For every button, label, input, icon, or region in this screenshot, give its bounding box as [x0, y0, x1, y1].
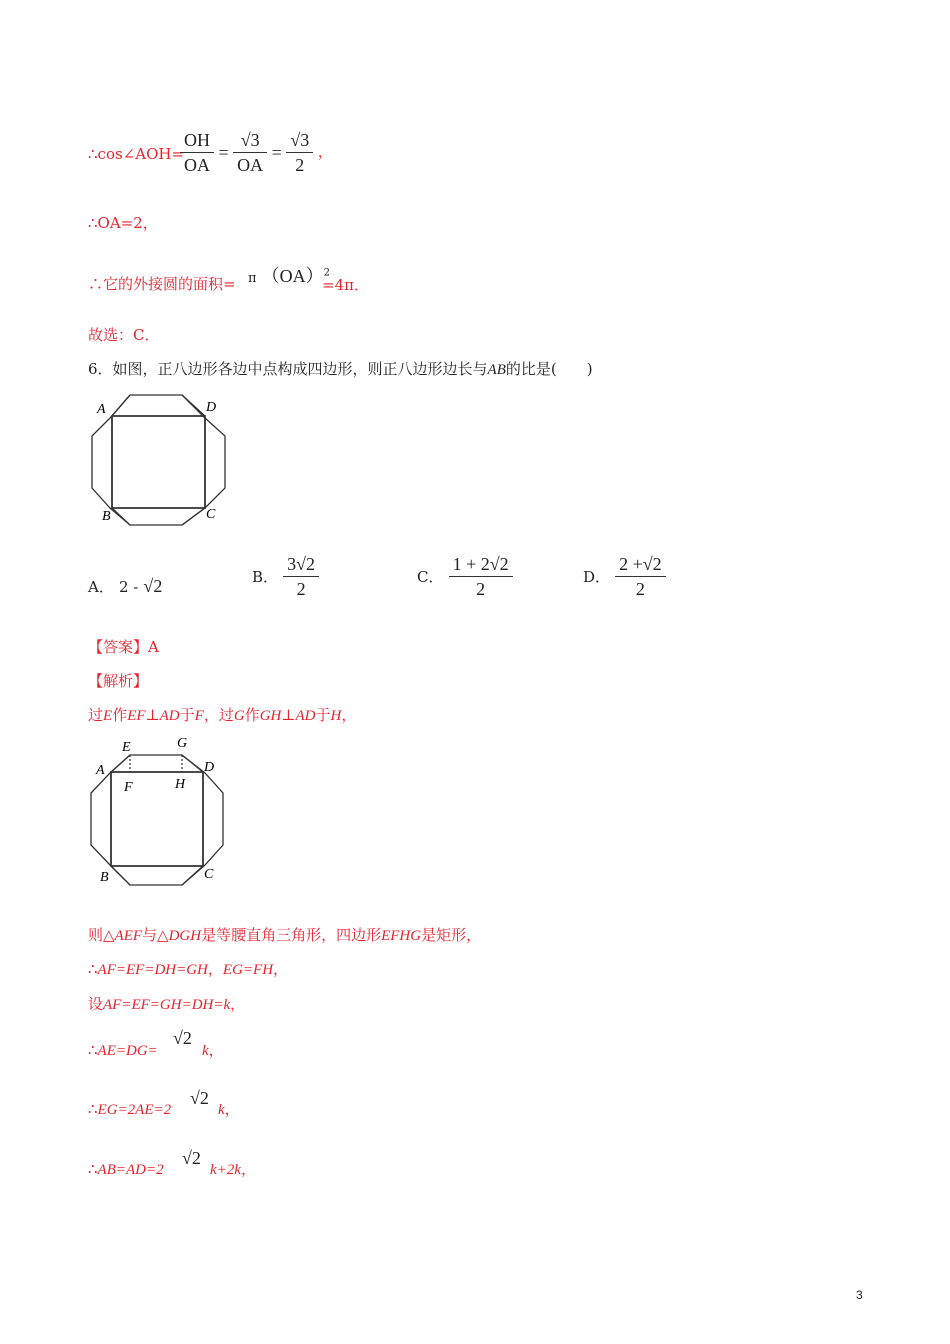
edge-tr	[182, 395, 205, 416]
option-label: A．	[88, 578, 114, 596]
sym: GH	[259, 708, 282, 724]
exponent: 2	[323, 267, 331, 279]
answer-value: A	[148, 638, 159, 656]
answer-line	[88, 637, 159, 657]
radicand: 2	[182, 1028, 192, 1048]
radicand: 2	[153, 576, 163, 596]
frac-num: 3√2	[287, 554, 316, 574]
sym: F	[194, 708, 204, 724]
option-expr: 2 -	[118, 578, 139, 596]
label-d: D	[204, 760, 215, 775]
analysis-label: 【解析】	[88, 672, 149, 690]
oa-paren: （OA）	[261, 266, 324, 286]
inner-square	[112, 416, 205, 508]
num-pre: 1 + 2	[452, 554, 490, 574]
frac-oh-oa	[180, 128, 214, 177]
sym: k	[218, 1102, 225, 1118]
radicand: 2	[499, 554, 509, 574]
t: 与△	[142, 926, 169, 944]
frac-den: 2	[283, 576, 319, 601]
option-label: B．	[252, 568, 279, 586]
frac-den: OA	[233, 152, 267, 177]
analysis-line-1	[88, 705, 356, 726]
question-6	[88, 359, 593, 380]
t: ，	[224, 1100, 240, 1118]
area-expr	[248, 262, 330, 288]
sym: G	[233, 708, 245, 724]
radicand: 2	[306, 554, 316, 574]
t: ，	[341, 706, 357, 724]
octagon-figure-1	[85, 390, 235, 530]
cos-fractions	[180, 128, 333, 177]
sym: k+2k	[210, 1162, 241, 1178]
t: ，过	[203, 706, 234, 724]
area-result: =4π．	[322, 276, 369, 294]
edge-br	[182, 866, 203, 885]
t: 设	[88, 995, 104, 1013]
t: ∴	[88, 1041, 98, 1059]
option-c	[417, 552, 513, 601]
option-d	[583, 552, 666, 601]
edge-br	[182, 508, 205, 525]
edge-tl	[111, 755, 130, 772]
sym: DGH	[168, 928, 202, 944]
option-b	[252, 552, 319, 601]
octagon-figure-2	[85, 735, 235, 890]
radicand: 2	[191, 1148, 201, 1168]
cos-line	[88, 128, 184, 180]
edge-tr	[182, 755, 203, 772]
choice-line: 故选：C．	[88, 326, 160, 344]
sym: AF=EF=GH=DH=k	[103, 997, 231, 1013]
option-a	[88, 574, 162, 598]
frac-sqrt3-oa	[233, 128, 267, 177]
label-f: F	[124, 780, 133, 795]
ab-symbol: AB	[487, 362, 506, 378]
page-number: 3	[856, 1288, 863, 1302]
num-pre: 2 +	[619, 554, 643, 574]
radicand: 3	[300, 130, 310, 150]
label-e: E	[122, 740, 131, 755]
sym: EG=2AE=2	[97, 1102, 172, 1118]
edge-bl	[111, 866, 130, 885]
label-g: G	[177, 736, 188, 751]
t: 是矩形，	[421, 926, 482, 944]
label-b: B	[102, 509, 111, 524]
radicand: 2	[199, 1088, 209, 1108]
frac-option-d	[615, 552, 666, 601]
label-c: C	[206, 507, 216, 522]
analysis-line-3	[88, 959, 288, 980]
analysis-line-4	[88, 994, 245, 1015]
pi-symbol: π	[248, 271, 257, 286]
radicand: 2	[652, 554, 662, 574]
sqrt-2-c: √2	[182, 1148, 201, 1168]
analysis-line-7-end	[210, 1159, 256, 1180]
radicand: 3	[250, 130, 260, 150]
sym: AEF	[114, 928, 143, 944]
sqrt-2-a: √2	[173, 1028, 192, 1048]
option-label: D．	[583, 568, 611, 586]
label-b: B	[100, 870, 109, 885]
frac-num: 2 +√2	[619, 554, 662, 574]
analysis-line-6-end	[218, 1099, 240, 1120]
label-a: A	[97, 402, 106, 417]
edge-bl	[112, 508, 130, 525]
sym: EF	[127, 708, 146, 724]
sym: k	[202, 1043, 209, 1059]
sym: EFHG	[381, 928, 422, 944]
frac-den: 2	[449, 576, 513, 601]
t: 于	[179, 706, 195, 724]
cos-prefix: ∴cos∠AOH=	[88, 145, 185, 163]
comma: ，	[317, 144, 333, 161]
sqrt-2-b: √2	[190, 1088, 209, 1108]
t: ，	[230, 995, 246, 1013]
area-line	[88, 274, 236, 294]
oa-line: ∴OA=2，	[88, 214, 158, 232]
t: ，	[207, 960, 223, 978]
coef: 3	[287, 554, 297, 574]
label-d: D	[206, 400, 217, 415]
analysis-line-2	[88, 925, 481, 946]
frac-num: √3	[240, 130, 260, 150]
t: 则△	[88, 926, 115, 944]
sym: AD	[159, 708, 180, 724]
t: 作	[244, 706, 260, 724]
frac-sqrt3-2	[286, 128, 313, 177]
analysis-line-5-end	[202, 1040, 224, 1061]
perp: ⊥	[281, 706, 296, 724]
option-label: C．	[417, 568, 444, 586]
edge-tl	[112, 395, 130, 416]
question-text-end: 的比是( )	[505, 360, 593, 378]
t: 过	[88, 706, 104, 724]
analysis-line-6	[88, 1099, 171, 1120]
frac-den: OA	[180, 152, 214, 177]
sym: AF=EF=DH=GH	[97, 962, 208, 978]
frac-option-c	[449, 552, 513, 601]
sym: AE=DG=	[97, 1043, 158, 1059]
t: 作	[112, 706, 128, 724]
t: 是等腰直角三角形，四边形	[201, 926, 382, 944]
label-c: C	[204, 867, 214, 882]
frac-den: 2	[286, 152, 313, 177]
sym: AB=AD=2	[97, 1162, 164, 1178]
t: ∴	[88, 1160, 98, 1178]
t: ∴	[88, 960, 98, 978]
answer-label: 【答案】	[88, 638, 149, 656]
t: 于	[315, 706, 331, 724]
sym: H	[330, 708, 342, 724]
equals-sign: =	[271, 142, 282, 163]
t: ，	[240, 1160, 256, 1178]
frac-num: 1 + 2√2	[452, 554, 509, 574]
sym: E	[103, 708, 113, 724]
analysis-line-5	[88, 1040, 158, 1061]
analysis-line-7	[88, 1159, 164, 1180]
equals-sign: =	[218, 142, 229, 163]
frac-option-b	[283, 552, 319, 601]
t: ，	[273, 960, 289, 978]
sym: AD	[295, 708, 316, 724]
perp: ⊥	[145, 706, 160, 724]
label-h: H	[175, 777, 186, 792]
question-text: 6．如图，正八边形各边中点构成四边形，则正八边形边长与	[88, 360, 488, 378]
t: ∴	[88, 1100, 98, 1118]
frac-num: √3	[290, 130, 310, 150]
t: ，	[208, 1041, 224, 1059]
sqrt-expr: √2	[143, 576, 163, 596]
sym: EG=FH	[222, 962, 274, 978]
frac-num: OH	[184, 130, 210, 150]
frac-den: 2	[615, 576, 666, 601]
label-a: A	[96, 763, 105, 778]
area-prefix: ∴它的外接圆的面积=	[88, 275, 236, 293]
